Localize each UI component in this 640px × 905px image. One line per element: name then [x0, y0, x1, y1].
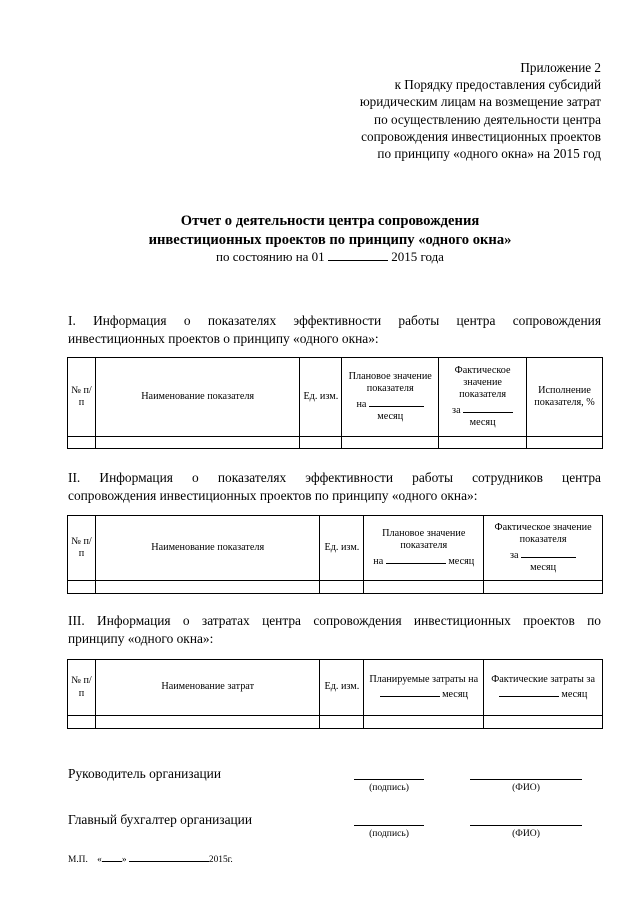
header-fact	[484, 660, 603, 716]
header-plan-text: Плановое значение показателя	[348, 371, 432, 395]
section-1-heading-line-2: инвестиционных проектов о принципу «одного окна»:	[68, 331, 379, 346]
header-unit: Ед. изм.	[320, 660, 364, 716]
table-cell[interactable]	[484, 581, 603, 594]
section-3-heading-line-2: принципу «одного окна»:	[68, 631, 214, 646]
appendix-line: по принципу «одного окна» на 2015 год	[377, 146, 601, 162]
month-blank-field[interactable]	[463, 402, 513, 413]
month-blank-field[interactable]	[369, 396, 424, 407]
month-blank-field[interactable]	[380, 686, 440, 697]
appendix-line: сопровождения инвестиционных проектов	[361, 128, 601, 144]
header-fact-prep: за	[510, 549, 519, 561]
close-quote: »	[121, 855, 127, 865]
month-blank-field[interactable]	[521, 547, 576, 558]
header-exec: Исполнение показателя, %	[527, 358, 603, 437]
month-blank-field[interactable]	[386, 553, 446, 564]
header-fact	[484, 516, 603, 581]
section-3-heading-line-1: III. Информация о затратах центра сопровождения инвестиционных проектов по	[68, 613, 601, 628]
table-cell[interactable]	[364, 716, 484, 729]
header-num: № п/п	[68, 358, 96, 437]
header-plan-prep: на	[356, 398, 367, 410]
appendix-line: к Порядку предоставления субсидий	[394, 77, 601, 93]
subtitle-suffix: 2015 года	[391, 249, 444, 264]
header-plan-month: месяц	[377, 410, 404, 422]
stamp-label: М.П.	[68, 855, 88, 865]
table-cell[interactable]	[68, 581, 96, 594]
appendix-line: юридическим лицам на возмещение затрат	[359, 94, 601, 110]
header-plan	[364, 516, 484, 581]
stamp-date-line	[68, 853, 233, 865]
appendix-note	[181, 59, 601, 162]
head-signature-line[interactable]	[354, 779, 424, 780]
table-row	[68, 437, 603, 449]
header-unit: Ед. изм.	[300, 358, 342, 437]
header-name: Наименование показателя	[95, 516, 319, 581]
table-row	[68, 581, 603, 594]
header-num: № п/п	[68, 516, 96, 581]
section-2-heading-line-1: II. Информация о показателях эффективности работы сотрудников центра	[68, 470, 601, 485]
header-name: Наименование затрат	[95, 660, 319, 716]
header-plan	[364, 660, 484, 716]
header-plan	[342, 358, 439, 437]
section-1-heading-line-1: I. Информация о показателях эффективности работы центра сопровождения	[68, 313, 601, 328]
header-plan-text: Плановое значение показателя	[382, 528, 466, 552]
table-cell[interactable]	[95, 716, 319, 729]
table-row	[68, 716, 603, 729]
open-quote: «	[97, 855, 102, 865]
head-name-line[interactable]	[470, 779, 582, 780]
table-cell[interactable]	[95, 437, 299, 449]
accountant-label: Главный бухгалтер организации	[68, 812, 253, 827]
section-3-table	[67, 659, 603, 729]
day-blank-field[interactable]	[102, 853, 122, 862]
header-plan-month: месяц	[448, 555, 475, 567]
stamp-year: 2015г.	[208, 855, 233, 865]
table-cell[interactable]	[68, 716, 96, 729]
table-cell[interactable]	[364, 581, 484, 594]
signature-caption: (подпись)	[369, 828, 409, 839]
month-blank-field[interactable]	[129, 853, 209, 862]
table-cell[interactable]	[68, 437, 96, 449]
table-cell[interactable]	[439, 437, 527, 449]
title-line-1: Отчет о деятельности центра сопровождения	[180, 213, 480, 229]
header-plan-prep: на	[373, 555, 384, 567]
header-plan-text: Планируемые затраты на	[369, 673, 479, 685]
header-name: Наименование показателя	[95, 358, 299, 437]
section-2-heading	[68, 469, 601, 505]
month-blank-field[interactable]	[499, 686, 559, 697]
section-1-heading	[68, 312, 601, 348]
table-cell[interactable]	[300, 437, 342, 449]
header-fact-text: Фактическое значение показателя	[494, 522, 592, 546]
accountant-signature-line[interactable]	[354, 825, 424, 826]
section-1-table	[67, 357, 603, 449]
header-num: № п/п	[68, 660, 96, 716]
title-line-2: инвестиционных проектов по принципу «одного окна»	[148, 232, 512, 248]
header-unit: Ед. изм.	[320, 516, 364, 581]
date-blank-field[interactable]	[328, 250, 388, 261]
table-cell[interactable]	[320, 716, 364, 729]
header-fact-month: месяц	[469, 416, 496, 428]
section-2-heading-line-2: сопровождения инвестиционных проектов по принципу «одного окна»:	[68, 488, 478, 503]
header-fact-text: Фактические затраты за	[491, 673, 595, 685]
table-cell[interactable]	[342, 437, 439, 449]
section-3-heading	[68, 612, 601, 648]
header-plan-month: месяц	[442, 689, 468, 700]
document-title	[60, 212, 600, 250]
signature-caption: (подпись)	[369, 782, 409, 793]
name-caption: (ФИО)	[512, 782, 540, 793]
table-cell[interactable]	[320, 581, 364, 594]
header-fact-text: Фактическое значение показателя	[454, 364, 511, 401]
section-2-table	[67, 515, 603, 594]
subtitle-prefix: по состоянию на 01	[216, 249, 325, 264]
header-fact-month: месяц	[530, 561, 557, 573]
table-cell[interactable]	[95, 581, 319, 594]
appendix-line: Приложение 2	[520, 60, 601, 75]
table-cell[interactable]	[527, 437, 603, 449]
name-caption: (ФИО)	[512, 828, 540, 839]
header-fact-month: месяц	[561, 689, 588, 700]
accountant-name-line[interactable]	[470, 825, 582, 826]
table-cell[interactable]	[484, 716, 603, 729]
header-fact	[439, 358, 527, 437]
document-subtitle	[60, 249, 600, 265]
header-fact-prep: за	[452, 404, 461, 416]
head-label: Руководитель организации	[68, 766, 222, 781]
appendix-line: по осуществлению деятельности центра	[374, 111, 601, 127]
